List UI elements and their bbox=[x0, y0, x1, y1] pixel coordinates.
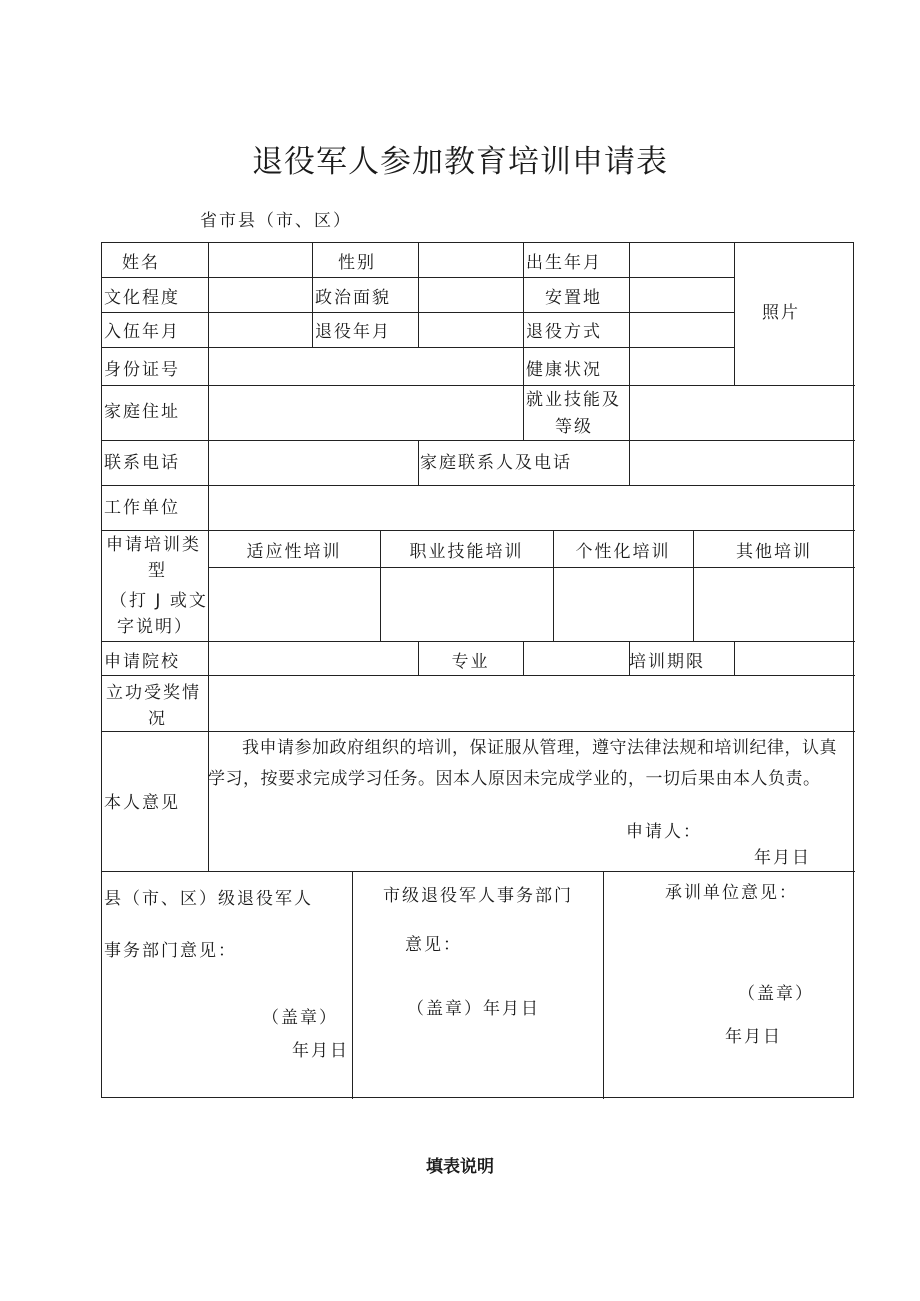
label-skill-line2: 等级 bbox=[555, 417, 593, 437]
label-retire-date: 退役年月 bbox=[315, 322, 391, 342]
page-title: 退役军人参加教育培训申请表 bbox=[252, 144, 668, 180]
city-opinion-line2: 意见： bbox=[405, 935, 462, 955]
pledge-cell bbox=[102, 733, 855, 871]
pledge-text: 我申请参加政府组织的培训，保证服从管理，遵守法律法规和培训纪律，认真学习，按要求完成学习任务。因本人原因未完成学业的，一切后果由本人负责。 bbox=[208, 738, 837, 789]
label-school: 申请院校 bbox=[104, 652, 180, 672]
county-opinion-line2: 事务部门意见： bbox=[104, 941, 237, 961]
city-opinion-line1: 市级退役军人事务部门 bbox=[383, 886, 573, 906]
label-education: 文化程度 bbox=[104, 288, 180, 308]
county-seal: （盖章） bbox=[262, 1008, 338, 1028]
city-seal-date: （盖章）年月日 bbox=[407, 999, 540, 1019]
option-other-training: 其他培训 bbox=[736, 542, 812, 562]
label-major: 专业 bbox=[451, 652, 490, 672]
label-awards-2: 况 bbox=[148, 709, 167, 729]
applicant-date: 年月日 bbox=[754, 848, 811, 868]
application-form-table bbox=[101, 242, 854, 1098]
label-name: 姓名 bbox=[122, 253, 160, 273]
trainer-seal: （盖章） bbox=[738, 984, 814, 1004]
region-line: 省市县（市、区） bbox=[200, 211, 352, 231]
label-opinion: 本人意见 bbox=[104, 793, 180, 813]
trainer-opinion-line1: 承训单位意见： bbox=[665, 883, 798, 903]
label-enlist-date: 入伍年月 bbox=[104, 322, 180, 342]
label-awards-1: 立功受奖情 bbox=[106, 683, 201, 703]
label-train-type-4: 字说明） bbox=[117, 617, 193, 637]
label-duration: 培训期限 bbox=[629, 652, 705, 672]
label-id-number: 身份证号 bbox=[104, 360, 180, 380]
option-adaptive-training: 适应性培训 bbox=[246, 542, 342, 562]
label-gender: 性别 bbox=[338, 253, 376, 273]
label-photo: 照片 bbox=[762, 303, 800, 323]
label-phone: 联系电话 bbox=[104, 453, 180, 473]
label-address: 家庭住址 bbox=[104, 402, 180, 422]
label-skill-line1: 就业技能及 bbox=[526, 390, 621, 410]
label-employer: 工作单位 bbox=[104, 498, 180, 518]
county-opinion-line1: 县（市、区）级退役军人 bbox=[104, 889, 313, 909]
label-train-type-2: 型 bbox=[148, 561, 167, 581]
option-vocational-training: 职业技能培训 bbox=[409, 542, 524, 562]
label-health: 健康状况 bbox=[526, 360, 602, 380]
option-personalized-training: 个性化培训 bbox=[575, 542, 671, 562]
label-placement: 安置地 bbox=[545, 288, 602, 308]
label-train-type-3: （打 J 或文 bbox=[110, 591, 208, 611]
label-family-contact: 家庭联系人及电话 bbox=[420, 453, 572, 473]
label-birth: 出生年月 bbox=[526, 253, 602, 273]
footer-title: 填表说明 bbox=[426, 1157, 494, 1177]
label-train-type-1: 申请培训类 bbox=[106, 535, 201, 555]
label-politics: 政治面貌 bbox=[315, 288, 391, 308]
label-retire-mode: 退役方式 bbox=[526, 322, 602, 342]
label-applicant: 申请人： bbox=[626, 822, 702, 842]
county-date: 年月日 bbox=[292, 1041, 349, 1061]
trainer-date: 年月日 bbox=[725, 1027, 782, 1047]
